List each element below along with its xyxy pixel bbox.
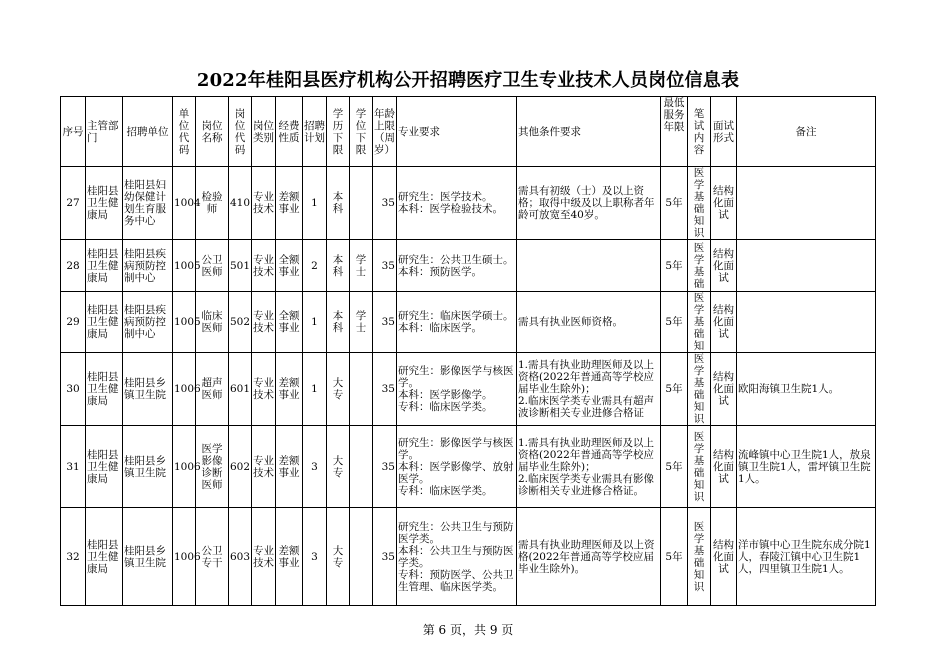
- exam-content-cell: 医学基础知: [688, 292, 711, 353]
- header-cell: 备注: [737, 97, 876, 167]
- major-cell: 研究生：临床医学硕士。 本科：临床医学。: [397, 292, 517, 353]
- header-cell: 其他条件要求: [517, 97, 661, 167]
- service-years-cell: 5年: [661, 508, 688, 606]
- other-requirements-cell: 1.需具有执业助理医师及以上资格(2022年普通高等学校应届毕业生除外)； 2.临床医学类专业需具有影像诊断相关专业进修合格证。: [517, 426, 661, 508]
- position-table: [60, 96, 876, 606]
- service-years-cell: 5年: [661, 353, 688, 426]
- post-code-cell: 603: [229, 508, 252, 606]
- interview-form-cell: 结构化面试: [711, 508, 737, 606]
- age-cell: 35: [373, 292, 397, 353]
- header-cell: 学位下限: [350, 97, 373, 167]
- post-name-cell: 超声医师: [196, 353, 229, 426]
- degree-cell: [350, 353, 373, 426]
- header-cell: 主管部门: [86, 97, 123, 167]
- row-number: 31: [61, 426, 86, 508]
- table-row: [61, 167, 876, 240]
- interview-form-cell: 结构化面试: [711, 167, 737, 240]
- exam-content-cell: 医学基础知识: [688, 353, 711, 426]
- unit-code-cell: 1005: [173, 292, 196, 353]
- funding-cell: 差额事业: [276, 353, 303, 426]
- post-name-cell: 公卫专干: [196, 508, 229, 606]
- post-code-cell: 601: [229, 353, 252, 426]
- plan-cell: 1: [303, 167, 327, 240]
- interview-form-cell: 结构化面试: [711, 353, 737, 426]
- unit-code-cell: 1006: [173, 508, 196, 606]
- note-cell: 欧阳海镇卫生院1人。: [737, 353, 876, 426]
- table-row: [61, 292, 876, 353]
- post-code-cell: 602: [229, 426, 252, 508]
- unit-cell: 桂阳县乡镇卫生院: [123, 426, 173, 508]
- dept-cell: 桂阳县卫生健康局: [86, 240, 123, 292]
- degree-cell: 学士: [350, 240, 373, 292]
- page-footer: 第 6 页，共 9 页: [422, 623, 514, 637]
- education-cell: 大专: [327, 426, 350, 508]
- education-cell: 本科: [327, 292, 350, 353]
- service-years-cell: 5年: [661, 167, 688, 240]
- interview-form-cell: 结构化面试: [711, 426, 737, 508]
- age-cell: 35: [373, 508, 397, 606]
- major-cell: 研究生：影像医学与核医学。 本科：医学影像学。 专科：临床医学类。: [397, 353, 517, 426]
- header-cell: 笔试内容: [688, 97, 711, 167]
- dept-cell: 桂阳县卫生健康局: [86, 426, 123, 508]
- exam-content-cell: 医学基础: [688, 240, 711, 292]
- note-cell: [737, 167, 876, 240]
- other-requirements-cell: 需具有执业医师资格。: [517, 292, 661, 353]
- header-cell: 岗位类别: [252, 97, 276, 167]
- funding-cell: 差额事业: [276, 167, 303, 240]
- header-cell: 年龄上限（周岁）: [373, 97, 397, 167]
- header-cell: 面试形式: [711, 97, 737, 167]
- header-cell: 招聘单位: [123, 97, 173, 167]
- major-cell: 研究生：公共卫生与预防医学类。 本科：公共卫生与预防医学类。 专科：预防医学、公共卫生管理、临床医学类。: [397, 508, 517, 606]
- interview-form-cell: 结构化面试: [711, 292, 737, 353]
- age-cell: 35: [373, 353, 397, 426]
- note-cell: [737, 292, 876, 353]
- post-name-cell: 检验师: [196, 167, 229, 240]
- category-cell: 专业技术: [252, 292, 276, 353]
- other-requirements-cell: 需具有执业助理医师及以上资格(2022年普通高等学校应届毕业生除外)。: [517, 508, 661, 606]
- degree-cell: 学士: [350, 292, 373, 353]
- dept-cell: 桂阳县卫生健康局: [86, 508, 123, 606]
- degree-cell: [350, 508, 373, 606]
- other-requirements-cell: 1.需具有执业助理医师及以上资格(2022年普通高等学校应届毕业生除外)； 2.临床医学类专业需具有超声波诊断相关专业进修合格证: [517, 353, 661, 426]
- age-cell: 35: [373, 167, 397, 240]
- post-name-cell: 公卫医师: [196, 240, 229, 292]
- row-number: 29: [61, 292, 86, 353]
- header-cell: 经费性质: [276, 97, 303, 167]
- major-cell: 研究生：公共卫生硕士。 本科：预防医学。: [397, 240, 517, 292]
- plan-cell: 3: [303, 508, 327, 606]
- note-cell: 洋市镇中心卫生院东成分院1人，春陵江镇中心卫生院1人，四里镇卫生院1人。: [737, 508, 876, 606]
- category-cell: 专业技术: [252, 167, 276, 240]
- header-cell: 专业要求: [397, 97, 517, 167]
- other-requirements-cell: [517, 240, 661, 292]
- unit-code-cell: 1006: [173, 426, 196, 508]
- plan-cell: 2: [303, 240, 327, 292]
- service-years-cell: 5年: [661, 292, 688, 353]
- degree-cell: [350, 167, 373, 240]
- plan-cell: 3: [303, 426, 327, 508]
- header-cell: 岗位代码: [229, 97, 252, 167]
- exam-content-cell: 医学基础知识: [688, 426, 711, 508]
- exam-content-cell: 医学基础知识: [688, 508, 711, 606]
- unit-code-cell: 1006: [173, 353, 196, 426]
- table-header-row: [61, 97, 876, 167]
- unit-cell: 桂阳县乡镇卫生院: [123, 353, 173, 426]
- funding-cell: 全额事业: [276, 240, 303, 292]
- education-cell: 大专: [327, 508, 350, 606]
- degree-cell: [350, 426, 373, 508]
- service-years-cell: 5年: [661, 240, 688, 292]
- row-number: 28: [61, 240, 86, 292]
- exam-content-cell: 医学基础知识: [688, 167, 711, 240]
- education-cell: 大专: [327, 353, 350, 426]
- interview-form-cell: 结构化面试: [711, 240, 737, 292]
- major-cell: 研究生：医学技术。 本科：医学检验技术。: [397, 167, 517, 240]
- header-cell: 最低服务年限: [661, 97, 688, 167]
- post-code-cell: 502: [229, 292, 252, 353]
- education-cell: 本科: [327, 240, 350, 292]
- unit-cell: 桂阳县妇幼保健计划生育服务中心: [123, 167, 173, 240]
- header-cell: 招聘计划: [303, 97, 327, 167]
- unit-cell: 桂阳县乡镇卫生院: [123, 508, 173, 606]
- unit-code-cell: 1005: [173, 240, 196, 292]
- table-row: [61, 240, 876, 292]
- dept-cell: 桂阳县卫生健康局: [86, 353, 123, 426]
- category-cell: 专业技术: [252, 508, 276, 606]
- major-cell: 研究生：影像医学与核医学。 本科：医学影像学、放射医学。 专科：临床医学类。: [397, 426, 517, 508]
- plan-cell: 1: [303, 292, 327, 353]
- category-cell: 专业技术: [252, 353, 276, 426]
- age-cell: 35: [373, 240, 397, 292]
- age-cell: 35: [373, 426, 397, 508]
- funding-cell: 差额事业: [276, 426, 303, 508]
- header-cell: 岗位名称: [196, 97, 229, 167]
- education-cell: 本科: [327, 167, 350, 240]
- category-cell: 专业技术: [252, 426, 276, 508]
- header-cell: 单位代码: [173, 97, 196, 167]
- header-cell: 学历下限: [327, 97, 350, 167]
- page-title: 2022年桂阳县医疗机构公开招聘医疗卫生专业技术人员岗位信息表: [196, 70, 740, 91]
- unit-cell: 桂阳县疾病预防控制中心: [123, 240, 173, 292]
- note-cell: 流峰镇中心卫生院1人，敖泉镇卫生院1人，雷坪镇卫生院1人。: [737, 426, 876, 508]
- funding-cell: 全额事业: [276, 292, 303, 353]
- plan-cell: 1: [303, 353, 327, 426]
- row-number: 32: [61, 508, 86, 606]
- service-years-cell: 5年: [661, 426, 688, 508]
- post-code-cell: 410: [229, 167, 252, 240]
- dept-cell: 桂阳县卫生健康局: [86, 292, 123, 353]
- row-number: 27: [61, 167, 86, 240]
- table-row: [61, 426, 876, 508]
- category-cell: 专业技术: [252, 240, 276, 292]
- unit-code-cell: 1004: [173, 167, 196, 240]
- table-row: [61, 508, 876, 606]
- funding-cell: 差额事业: [276, 508, 303, 606]
- dept-cell: 桂阳县卫生健康局: [86, 167, 123, 240]
- post-name-cell: 医学影像诊断医师: [196, 426, 229, 508]
- note-cell: [737, 240, 876, 292]
- other-requirements-cell: 需具有初级（士）及以上资格；取得中级及以上职称者年龄可放宽至40岁。: [517, 167, 661, 240]
- header-cell: 序号: [61, 97, 86, 167]
- post-code-cell: 501: [229, 240, 252, 292]
- post-name-cell: 临床医师: [196, 292, 229, 353]
- row-number: 30: [61, 353, 86, 426]
- table-row: [61, 353, 876, 426]
- unit-cell: 桂阳县疾病预防控制中心: [123, 292, 173, 353]
